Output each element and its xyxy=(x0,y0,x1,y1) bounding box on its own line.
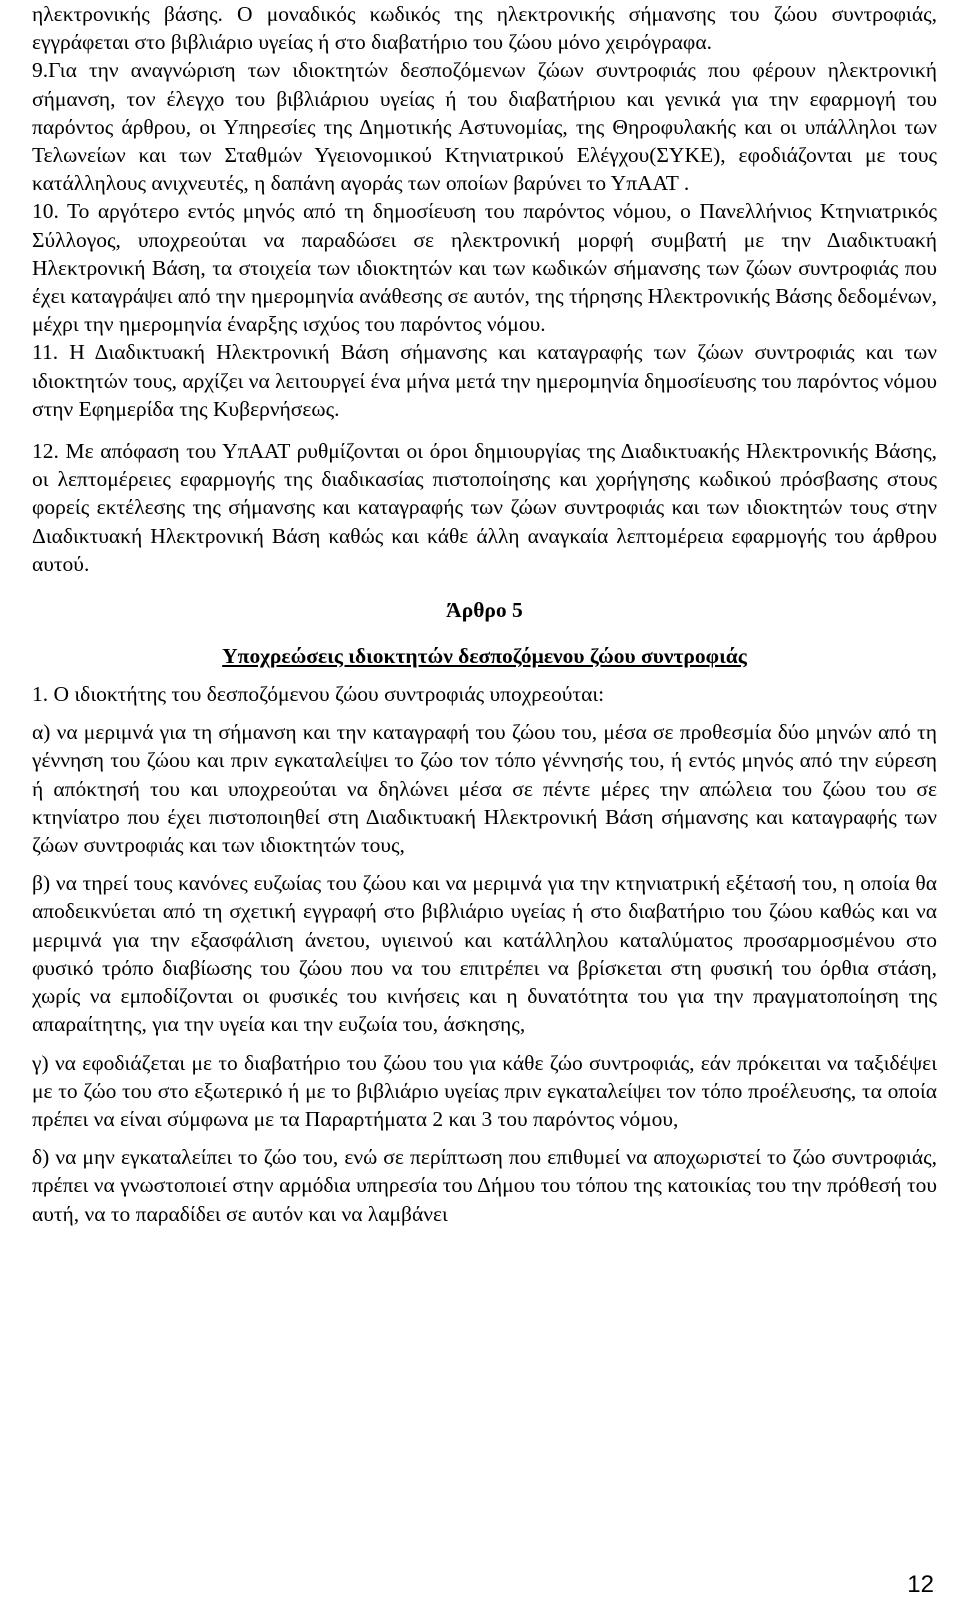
item-11-paragraph: 11. Η Διαδικτυακή Ηλεκτρονική Βάση σήμανσης και καταγραφής των ζώων συντροφιάς και των ιδιοκτητών τους, αρχίζει να λειτουργεί ένα μήνα μετά την ημερομηνία δημοσίευσης του παρόντος νόμου στην Εφημερίδα της Κυβερνήσεως. xyxy=(32,340,937,421)
item-12-paragraph: 12. Με απόφαση του ΥπΑΑΤ ρυθμίζονται οι όροι δημιουργίας της Διαδικτυακής Ηλεκτρονικής Βάσης, οι λεπτομέρειες εφαρμογής της διαδικασίας πιστοποίησης και χορήγησης κωδικού πρόσβασης στους φορείς εκτέλεσης της σήμανσης και καταγραφής των ζώων συντροφιάς και των ιδιοκτητών τους στην Διαδικτυακή Ηλεκτρονική Βάση καθώς και κάθε άλλη αναγκαία λεπτομέρεια εφαρμογής του άρθρου αυτού. xyxy=(32,439,937,576)
item-9-paragraph: 9.Για την αναγνώριση των ιδιοκτητών δεσποζόμενων ζώων συντροφιάς που φέρουν ηλεκτρονική σήμανση, τον έλεγχο του βιβλιάριου υγείας ή του διαβατήριου και γενικά για την εφαρμογή του παρόντος άρθρου, οι Υπηρεσίες της Δημοτικής Αστυνομίας, της Θηροφυλακής και οι υπάλληλοι των Τελωνείων και των Σταθμών Υγειονομικού Κτηνιατρικού Ελέγχου(ΣΥΚΕ), εφοδιάζονται με τους κατάλληλους ανιχνευτές, η δαπάνη αγοράς των οποίων βαρύνει το ΥπΑΑΤ . xyxy=(32,58,937,196)
clause-c-paragraph: γ) να εφοδιάζεται με το διαβατήριο του ζώου του για κάθε ζώο συντροφιάς, εάν πρόκειται να ταξιδέψει με το ζώο του στο εξωτερικό ή με το βιβλιάριο υγείας πριν εγκαταλείψει τον τόπο προέλευσης, τα οποία πρέπει να είναι σύμφωνα με τα Παραρτήματα 2 και 3 του παρόντος νόμου, xyxy=(32,1050,937,1131)
item-10-paragraph: 10. Το αργότερο εντός μηνός από τη δημοσίευση του παρόντος νόμου, ο Πανελλήνιος Κτηνιατρικός Σύλλογος, υποχρεούται να παραδώσει σε ηλεκτρονική μορφή συμβατή με την Διαδικτυακή Ηλεκτρονική Βάση, τα στοιχεία των ιδιοκτητών και των κωδικών σήμανσης των ζώων συντροφιάς που έχει καταγράψει από την ημερομηνία ανάθεσης σε αυτόν, της τήρησης Ηλεκτρονικής Βάσης δεδομένων, μέχρι την ημερομηνία έναρξης ισχύος του παρόντος νόμου. xyxy=(32,199,937,337)
clause-b-paragraph: β) να τηρεί τους κανόνες ευζωίας του ζώου και να μεριμνά για την κτηνιατρική εξέτασή του, η οποία θα αποδεικνύεται από τη σχετική εγγραφή στο βιβλιάριο υγείας ή στο διαβατήριο του ζώου καθώς και να μεριμνά για την εξασφάλιση άνετου, υγιεινού και κατάλληλου καταλύματος προσαρμοσμένου στο φυσικό τρόπο διαβίωσης του ζώου που να του επιτρέπει να βρίσκεται στη φυσική του όρθια στάση, χωρίς να εμποδίζονται οι φυσικές του κινήσεις και η δυνατότητα του για την πραγματοποίηση της απαραίτητης, για την υγεία και την ευζωία του, άσκησης, xyxy=(32,871,937,1037)
clause-a-paragraph: α) να μεριμνά για τη σήμανση και την καταγραφή του ζώου του, μέσα σε προθεσμία δύο μηνών από τη γέννηση του ζώου και πριν εγκαταλείψει το ζώο τον τόπο γέννησής του, ή εντός μηνός από την εύρεση ή απόκτησή του και υποχρεούται να δηλώνει μέσα σε πέντε μέρες την απώλεια του ζώου του σε κτηνίατρο που έχει πιστοποιηθεί στη Διαδικτυακή Ηλεκτρονική Βάση σήμανσης και καταγραφής των ζώων συντροφιάς και των ιδιοκτητών τους, xyxy=(32,720,937,858)
top-fragment-paragraph: ηλεκτρονικής βάσης. Ο μοναδικός κωδικός της ηλεκτρονικής σήμανσης του ζώου συντροφιάς, εγγράφεται στο βιβλιάριο υγείας ή στο διαβατήριο του ζώου μόνο χειρόγραφα. xyxy=(32,2,937,55)
clause-1-paragraph: 1. Ο ιδιοκτήτης του δεσποζόμενου ζώου συντροφιάς υποχρεούται: xyxy=(32,682,605,707)
document-page xyxy=(32,0,937,1228)
article-title: Υποχρεώσεις ιδιοκτητών δεσποζόμενου ζώου συντροφιάς xyxy=(222,644,747,669)
article-heading: Άρθρο 5 xyxy=(446,598,523,623)
page-number: 12 xyxy=(907,1571,934,1598)
clause-d-paragraph: δ) να μην εγκαταλείπει το ζώο του, ενώ σε περίπτωση που επιθυμεί να αποχωριστεί το ζώο συντροφιάς, πρέπει να γνωστοποιεί στην αρμόδια υπηρεσία του Δήμου του τόπου της κατοικίας του την πρόθεσή του αυτή, να το παραδίδει σε αυτόν και να λαμβάνει xyxy=(32,1145,937,1226)
